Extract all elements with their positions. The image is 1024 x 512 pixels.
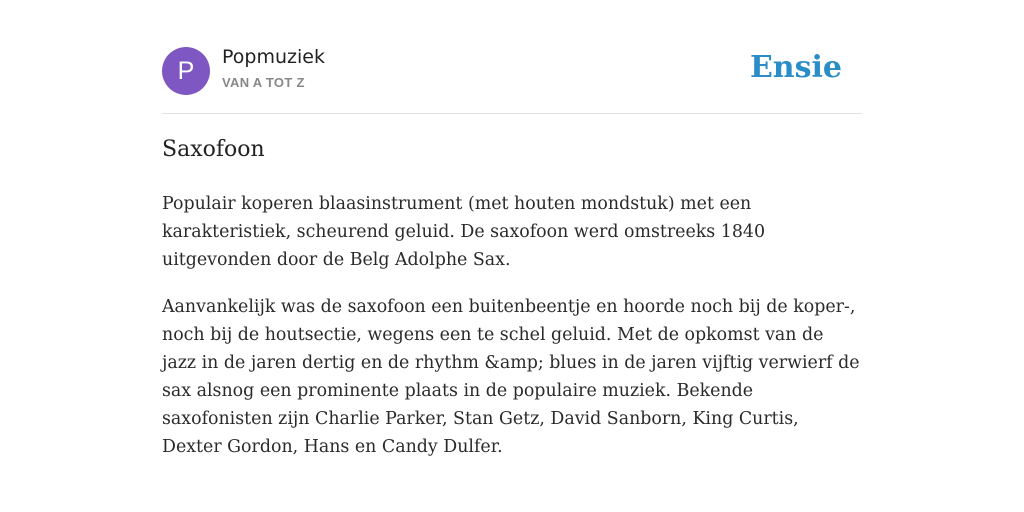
- book-subtitle: VAN A TOT Z: [222, 75, 305, 90]
- entry-body: [162, 190, 862, 480]
- entry-card: [162, 0, 862, 512]
- entry-paragraph: Populair koperen blaasinstrument (met houten mondstuk) met een karakteristiek, scheurend geluid. De saxofoon werd omstreeks 1840 uitgevonden door de Belg Adolphe Sax.: [162, 194, 766, 270]
- book-avatar[interactable]: P: [162, 47, 210, 95]
- header-divider: [162, 113, 862, 114]
- book-header: [162, 46, 862, 96]
- ensie-logo[interactable]: Ensie: [749, 50, 842, 85]
- book-title[interactable]: Popmuziek: [222, 46, 325, 68]
- entry-title: Saxofoon: [162, 137, 265, 162]
- entry-paragraph: Aanvankelijk was de saxofoon een buitenbeentje en hoorde noch bij de koper-, noch bij de houtsectie, wegens een te schel geluid. Met de opkomst van de jazz in de jaren dertig en de rhythm &amp; blues in de jaren vijftig verwierf de sax alsnog een prominente plaats in de populaire muziek. Bekende saxofonisten zijn Charlie Parker, Stan Getz, David Sanborn, King Curtis, Dexter Gordon, Hans en Candy Dulfer.: [162, 297, 860, 457]
